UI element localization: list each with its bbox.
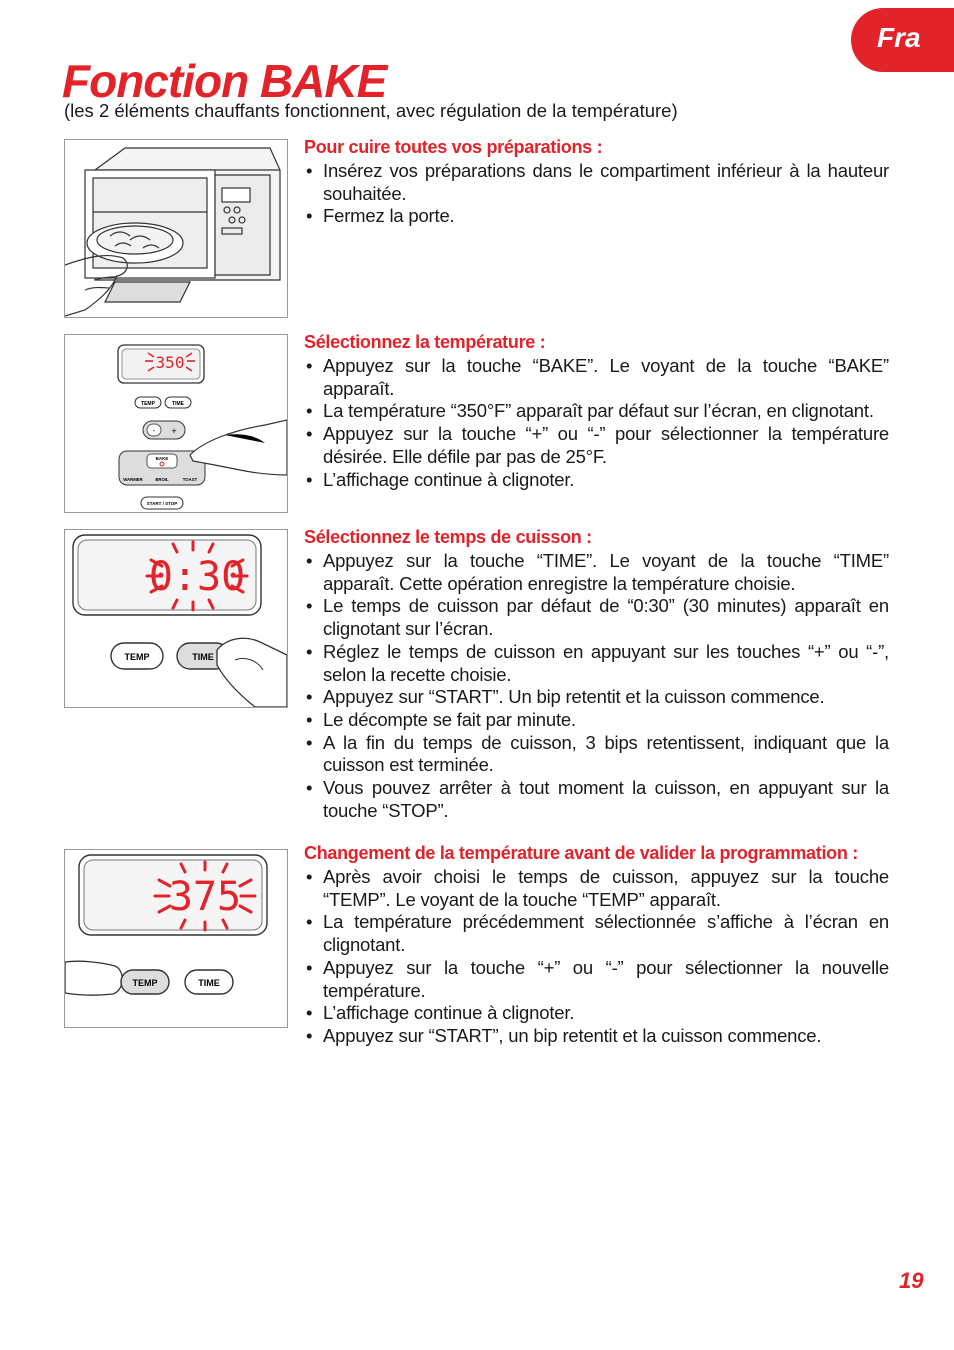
oven-illustration [64,139,288,318]
panel1-time-label: TIME [172,401,184,407]
bullet-item: • Appuyez sur la touche “+” ou “-” pour sélectionner la température désirée. Elle défile par pas de 25°F. [304,423,889,468]
section-heading: Sélectionnez le temps de cuisson : [304,527,592,547]
bullet-item: • Réglez le temps de cuisson en appuyant sur les touches “+” ou “-”, selon la recette choisie. [304,641,889,686]
panel2-time-label: TIME [192,652,214,662]
panel1-startstop-label: START / STOP [146,501,178,506]
bullet-item: • Le décompte se fait par minute. [304,709,889,732]
control-panel-350-illustration [64,334,288,513]
bullet-item: • Insérez vos préparations dans le compartiment inférieur à la hauteur souhaitée. [304,160,889,205]
bullet-item: • L’affichage continue à clignoter. [304,469,889,492]
bullet-item: • La température “350°F” apparaît par défaut sur l’écran, en clignotant. [304,400,889,423]
display-375-illustration [64,849,288,1028]
panel2-display: 0:30 [148,554,246,600]
bullet-item: • L’affichage continue à clignoter. [304,1002,889,1025]
bullet-item: • Vous pouvez arrêter à tout moment la cuisson, en appuyant sur la touche “STOP”. [304,777,889,822]
section-change-temperature [304,842,889,1048]
bullet-item: • A la fin du temps de cuisson, 3 bips retentissent, indiquant que la cuisson est terminée. [304,732,889,777]
bullet-list [304,160,889,228]
bullet-list [304,550,889,822]
page-subtitle: (les 2 éléments chauffants fonctionnent, avec régulation de la température) [64,100,678,121]
bullet-item: • La température précédemment sélectionnée s’affiche à l’écran en clignotant. [304,911,889,956]
bullet-item: • Appuyez sur “START”, un bip retentit et la cuisson commence. [304,1025,889,1048]
section-temperature [304,331,889,491]
bullet-item: • Après avoir choisi le temps de cuisson, appuyez sur la touche “TEMP”. Le voyant de la touche “TEMP” apparaît. [304,866,889,911]
panel1-display: 350 [155,353,185,372]
panel1-bake-label: BAKE [155,456,169,461]
bullet-item: • Appuyez sur la touche “BAKE”. Le voyant de la touche “BAKE” apparaît. [304,355,889,400]
panel1-plus-label: + [171,426,177,436]
bullet-item: • Le temps de cuisson par défaut de “0:30” (30 minutes) apparaît en clignotant sur l’écran. [304,595,889,640]
panel1-minus-label: - [152,426,156,435]
display-030-illustration [64,529,288,708]
section-heading: Pour cuire toutes vos préparations : [304,137,603,157]
section-prepare [304,136,889,228]
panel2-temp-label: TEMP [124,652,150,662]
panel3-temp-label: TEMP [132,978,158,988]
bullet-item: • Fermez la porte. [304,205,889,228]
page-title: Fonction BAKE [62,55,387,107]
bullet-item: • Appuyez sur la touche “+” ou “-” pour sélectionner la nouvelle température. [304,957,889,1002]
language-tab-label: Fra [877,22,921,53]
bullet-item: • Appuyez sur “START”. Un bip retentit et la cuisson commence. [304,686,889,709]
panel1-broil-label: BROIL [155,477,169,482]
language-tab [851,8,954,72]
page-number: 19 [899,1268,924,1293]
panel1-temp-label: TEMP [141,401,155,407]
bullet-item: • Appuyez sur la touche “TIME”. Le voyant de la touche “TIME” apparaît. Cette opération enregistre la température choisie. [304,550,889,595]
section-heading: Sélectionnez la température : [304,332,546,352]
bullet-list [304,866,889,1048]
section-cooking-time [304,526,889,822]
panel1-warmer-label: WARMER [123,477,143,482]
section-heading: Changement de la température avant de valider la programmation : [304,843,858,863]
panel3-time-label: TIME [198,978,220,988]
panel1-toast-label: TOAST [182,477,198,482]
panel3-display: 375 [168,874,242,920]
bullet-list [304,355,889,491]
